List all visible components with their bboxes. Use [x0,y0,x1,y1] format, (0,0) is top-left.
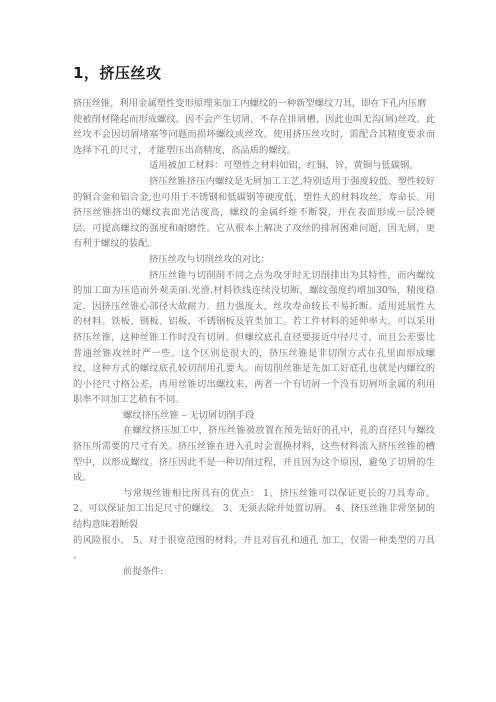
paragraph: 前提条件: [123,565,164,577]
paragraph: 的风险很小。 5、对于很宽范围的材料，并且对盲孔和通孔 加工，仅需一种类型的刀具 。 [73,534,435,562]
paragraph: 使被削材隆起而形成螺纹。因不会产生切屑，不存在排屑槽，因此也叫无沟(屑)丝攻。此丝攻不会因切屑堵塞等问题而损坏螺纹或丝攻。使用挤压丝攻时，需配合其精度要求而选择下孔的尺寸，才能塑压出高精度，高品质的螺纹。 [73,113,435,156]
paragraph: 与常规丝锥相比所具有的优点： 1、挤压丝锥可以保证更长的刀具寿命。 2、可以保证加工出足尺寸的螺纹。 3、无须去除并处置切屑。 4、挤压丝锥非常坚韧的结构意味着断裂 [73,487,435,531]
paragraph: 适用被加工材料：可塑性之材料如铝，红铜，锌，黄铜与低碳钢。 [149,160,419,172]
paragraph: 挤压丝锥与切削削不同之点为攻牙时无切削排出为其特性，而内螺纹的加工面为压造而外观美丽.光滑.材料铁线连续没切断，螺纹强度约增加30%，精度稳定，因挤压丝锥心部径大故耐力．扭力强度大，丝攻寿命较长不易折断。适用延展性大的材料。铁板、钢板、铝板、不锈钢板及管类加工。若工件材料的延伸率大，可以采用挤压丝锥，这种丝锥工作时没有切屑。但螺纹底孔直径要接近中径尺寸，而且公差要比普通丝锥攻丝时严一些。这个区别是很大的，挤压丝锥是非切削方式在孔里面形成螺纹，这种方式的螺纹底孔较切削用孔要大。而切削丝锥是先加工好底孔也就是内螺纹的的小径尺寸格公差，再用丝锥切出螺纹来，两者一个有切屑一个没有切屑所金属的利用职率不同加工艺稍有不同。 [73,269,435,406]
paragraph: 挤压丝锥，利用金属塑性变形原理来加工内螺纹的一种新型螺纹刀具，即在下孔内压磨 [73,98,427,109]
body-text [73,96,435,579]
paragraph: 在螺纹挤压加工中，挤压丝锥被放置在预先钻好的孔中，孔的直径只与螺纹挤压所需要的尺寸有关。挤压丝锥在进入孔时会置换材料，这些材料流入挤压丝锥的槽型中，以形成螺纹。挤压因此不是一种切削过程，并且因为这个原因，避免了切屑的生成。 [73,425,435,484]
paragraph: 挤压丝攻与切削丝攻的对比： [149,253,270,265]
paragraph: 螺纹挤压丝锥 – 无切屑切削手段 [123,409,255,421]
section-title: 1，挤压丝攻 [73,64,162,82]
paragraph: 挤压丝锥挤压内螺纹是无屑加工工艺,特别适用于强度较低、塑性较好的铜合金和铝合金,也可用于不锈钢和低碳钢等硬度低、塑性大的材料攻丝，寿命长。用挤压丝锥挤出的螺纹表面光洁度高，螺纹的金属纤维不断裂，并在表面形成一层冷硬层，可提高螺纹的强度和耐磨性。它从根本上解决了攻丝的排屑困难问题，因无屑，更有利于螺纹的装配。 [73,175,435,250]
